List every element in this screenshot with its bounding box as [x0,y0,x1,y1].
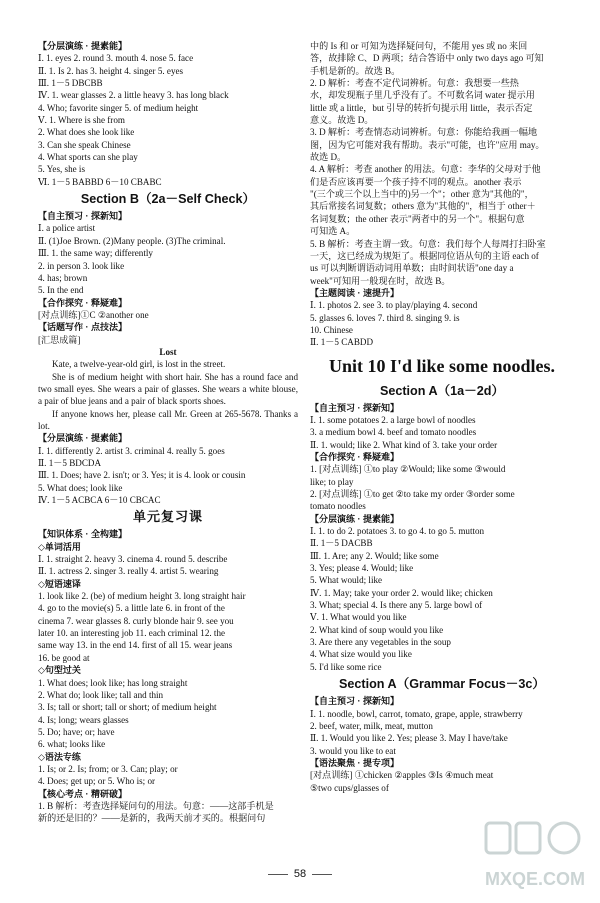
text-line: Ⅲ. 1－5 DBCBB [38,78,103,89]
svg-text:MXQE.COM: MXQE.COM [484,869,586,889]
text-line: 2. beef, water, milk, meat, mutton [310,720,433,731]
essay-paragraph: Kate, a twelve-year-old girl, is lost in the street. [52,359,226,370]
text-line: Ⅱ. 1－5 CABDD [310,337,374,348]
text-line: Ⅴ. 1. What would you like [310,612,407,623]
text-line: Ⅲ. 1. Are; any 2. Would; like some [310,550,439,561]
text-line: 3. Can she speak Chinese [38,139,131,150]
text-line: 1. [对点训练] ①to play ②Would; like some ③would [310,464,506,475]
text-line: 其后常接名词复数；others 意为"其他的"，相当于 other＋ [310,201,536,212]
text-line: Ⅱ. (1)Joe Brown. (2)Many people. (3)The criminal. [38,235,226,246]
text-line: 4. Does; get up; or 5. Who is; or [38,776,156,787]
text-line: Ⅵ. 1－5 BABBD 6－10 CBABC [38,176,162,187]
section-tag: 【自主预习 · 探新知】 [38,211,127,222]
text-line: Ⅳ. 1. May; take your order 2. would like; chicken [310,587,493,598]
unit-heading: Unit 10 I'd like some noodles. [328,355,556,376]
text-line: Ⅰ. 1. photos 2. see 3. to play/playing 4. second [310,300,478,311]
text-line: 5. Yes, she is [38,164,85,175]
text-line: 2. What kind of soup would you like [310,624,444,635]
section-heading: Section A（Grammar Focus－3c） [339,677,545,692]
text-line: Ⅲ. 1. Does; have 2. isn't; or 3. Yes; it is 4. look or cousin [38,470,246,481]
page-number-text: 58 [293,868,307,880]
text-line: 3. D 解析：考查情态动词辨析。句意：你能给我画一幅地 [310,127,538,138]
section-tag: 【合作探究 · 释疑难】 [38,297,127,308]
text-line: Ⅳ. 1－5 ACBCA 6－10 CBCAC [38,495,161,506]
text-line: Ⅱ. 1. Is 2. has 3. height 4. singer 5. eyes [38,65,184,76]
text-line: Ⅱ. 1－5 DACBB [310,538,373,549]
text-line: cinema 7. wear glasses 8. curly blonde hair 9. see you [38,615,234,626]
text-line: 2. D 解析：考查不定代词辨析。句意：我想要一些热 [310,78,519,89]
text-line: Ⅰ. a police artist [38,223,96,234]
text-line: 3. Yes; please 4. Would; like [310,563,414,574]
text-line: 1. Is; or 2. Is; from; or 3. Can; play; or [38,763,178,774]
section-tag: ◇短语速译 [38,578,81,589]
text-line: [汇思成篇] [38,334,81,345]
text-line: 3. would you like to eat [310,745,396,756]
text-line: 2. What does she look like [38,127,135,138]
section-tag: 【核心考点 · 精研破】 [38,788,127,799]
text-line: 5. What would; like [310,575,383,586]
section-tag: 【主题阅读 · 速提升】 [310,287,399,298]
text-line: 2. [对点训练] ①to get ②to take my order ③order some [310,489,515,499]
section-tag: 【合作探究 · 释疑难】 [310,451,399,462]
text-line: 3. a medium bowl 4. beef and tomato noodles [310,427,477,438]
text-line: "(三个或三个以上当中的)另一个"；other 意为"其他的"， [310,189,534,200]
essay-paragraph: She is of medium height with short hair. She has a round face and two small eyes. She wears a pair of glasses. She wears a white blouse, a pair of blue jeans and a pair of black sports shoes. [38,371,298,407]
text-line: 3. Are there any vegetables in the soup [310,637,451,648]
text-line: Ⅲ. 1. the same way; differently [38,248,153,259]
text-line: 4. Is; long; wears glasses [38,714,129,725]
text-line: Ⅰ. 1. noodle, bowl, carrot, tomato, grape, apple, strawberry [310,708,523,719]
text-line: 名词复数；the other 表示"两者中的另一个"。根据句意 [310,213,525,224]
text-line: 5. In the end [38,285,84,296]
text-line: 故选 D。 [310,152,347,163]
text-line: 6. what; looks like [38,739,106,750]
watermark-logo [480,815,590,900]
section-tag: 【分层演练 · 提素能】 [38,41,127,51]
text-line: [对点训练] ①chicken ②apples ③Is ④much meat [310,770,494,781]
section-tag: 【语法聚焦 · 提专项】 [310,757,399,768]
text-line: 5. What does; look like [38,482,123,493]
text-line: 5. I'd like some rice [310,661,382,672]
section-tag: 【知识体系 · 全构建】 [38,529,127,540]
text-line: 4. Who; favorite singer 5. of medium height [38,102,199,113]
text-line: 5. B 解析：考查主谓一致。句意：我们每个人每周打扫卧室 [310,238,546,249]
text-line: like; to play [310,476,354,487]
text-line: 一天，这已经成为规矩了。根据同位语从句的主语 each of [310,250,539,261]
text-line: 答，故排除 C、D 两项；结合答语中 only two days ago 可知 [310,53,544,64]
text-line: 1. What does; look like; has long straight [38,677,188,688]
text-line: 4. has; brown [38,272,88,283]
text-line: 1. B 解析：考查选择疑问句的用法。句意：——这部手机是 [38,800,274,811]
text-line: Ⅱ. 1－5 BDCDA [38,458,102,468]
essay-title: Lost [159,346,177,357]
text-line: Ⅰ. 1. to do 2. potatoes 3. to go 4. to go 5. mutton [310,526,485,537]
text-line: 意义。故选 D。 [310,115,374,126]
text-line: Ⅱ. 1. Would you like 2. Yes; please 3. May I have/take [310,733,508,744]
text-line: 4. What size would you like [310,649,412,660]
section-tag: 【自主预习 · 探新知】 [310,696,399,707]
text-line: 1. look like 2. (be) of medium height 3. long straight hair [38,591,246,602]
text-line: Ⅱ. 1. would; like 2. What kind of 3. take your order [310,439,498,450]
text-line: Ⅰ. 1. straight 2. heavy 3. cinema 4. round 5. describe [38,554,228,565]
text-line: tomato noodles [310,501,366,512]
text-line: 4. A 解析：考查 another 的用法。句意：李华的父母对于他 [310,164,541,175]
text-line: 可知选 A。 [310,226,356,237]
text-line: 4. What sports can she play [38,152,138,163]
text-line: 水，却发现瓶子里几乎没有了。不可数名词 water 提示用 [310,90,535,101]
text-line: [对点训练]①C ②another one [38,309,149,320]
text-line: 5. glasses 6. loves 7. third 8. singing 9. is [310,312,460,323]
section-tag: 【分层演练 · 提素能】 [38,433,127,444]
text-line: 5. Do; have; or; have [38,726,115,737]
right-column [310,40,574,794]
text-line: same way 13. in the end 14. first of all 15. wear jeans [38,640,233,651]
text-line: 16. be good at [38,652,90,663]
text-line: us 可以判断谓语动词用单数；由时间状语"one day a [310,263,514,274]
text-line: ⑤two cups/glasses of [310,782,389,793]
section-tag: ◇语法专练 [38,751,81,762]
text-line: 图，因为它可能对我有帮助。表示"可能，也许"应用 may。 [310,139,545,150]
review-heading: 单元复习课 [132,509,203,525]
text-line: 10. Chinese [310,324,353,335]
text-line: Ⅰ. 1. eyes 2. round 3. mouth 4. nose 5. face [38,53,194,64]
text-line: Ⅰ. 1. differently 2. artist 3. criminal 4. really 5. goes [38,445,225,456]
essay-paragraph: If anyone knows her, please call Mr. Green at 265-5678. Thanks a lot. [38,408,298,431]
left-column [38,40,298,825]
section-tag: ◇句型过关 [38,665,81,676]
section-tag: 【分层演练 · 提素能】 [310,513,399,524]
text-line: 2. in person 3. look like [38,260,125,271]
text-line: 2. What do; look like; tall and thin [38,689,164,700]
text-line: 新的还是旧的？——是新的，我两天前才买的。根据问句 [38,813,266,824]
text-line: 手机是新的。故选 B。 [310,65,401,76]
section-heading: Section A（1a－2d） [379,383,505,398]
text-line: Ⅰ. 1. some potatoes 2. a large bowl of noodles [310,414,476,425]
section-tag: 【话题写作 · 点技法】 [38,322,127,333]
text-line: 3. Is; tall or short; tall or short; of medium height [38,702,217,713]
text-line: Ⅳ. 1. wear glasses 2. a little heavy 3. has long black [38,90,229,101]
text-line: little 或 a little，but 引导的转折句提示用 little，表示否定 [310,102,533,113]
section-tag: ◇单词活用 [38,541,81,552]
text-line: 4. go to the movie(s) 5. a little late 6. in front of the [38,603,225,614]
text-line: Ⅴ. 1. Where is she from [38,115,125,126]
text-line: 们是否应该再要一个孩子持不同的观点。another 表示 [310,176,522,187]
section-tag: 【自主预习 · 探新知】 [310,402,399,413]
text-line: Ⅱ. 1. actress 2. singer 3. really 4. artist 5. wearing [38,566,219,577]
text-line: later 10. an interesting job 11. each criminal 12. the [38,628,226,639]
text-line: 3. What; special 4. Is there any 5. large bowl of [310,600,483,611]
text-line: 中的 Is 和 or 可知为选择疑问句，不能用 yes 或 no 来回 [310,41,528,51]
text-line: week"可知用一般现在时，故选 B。 [310,275,451,286]
section-heading: Section B（2a－Self Check） [80,192,256,207]
